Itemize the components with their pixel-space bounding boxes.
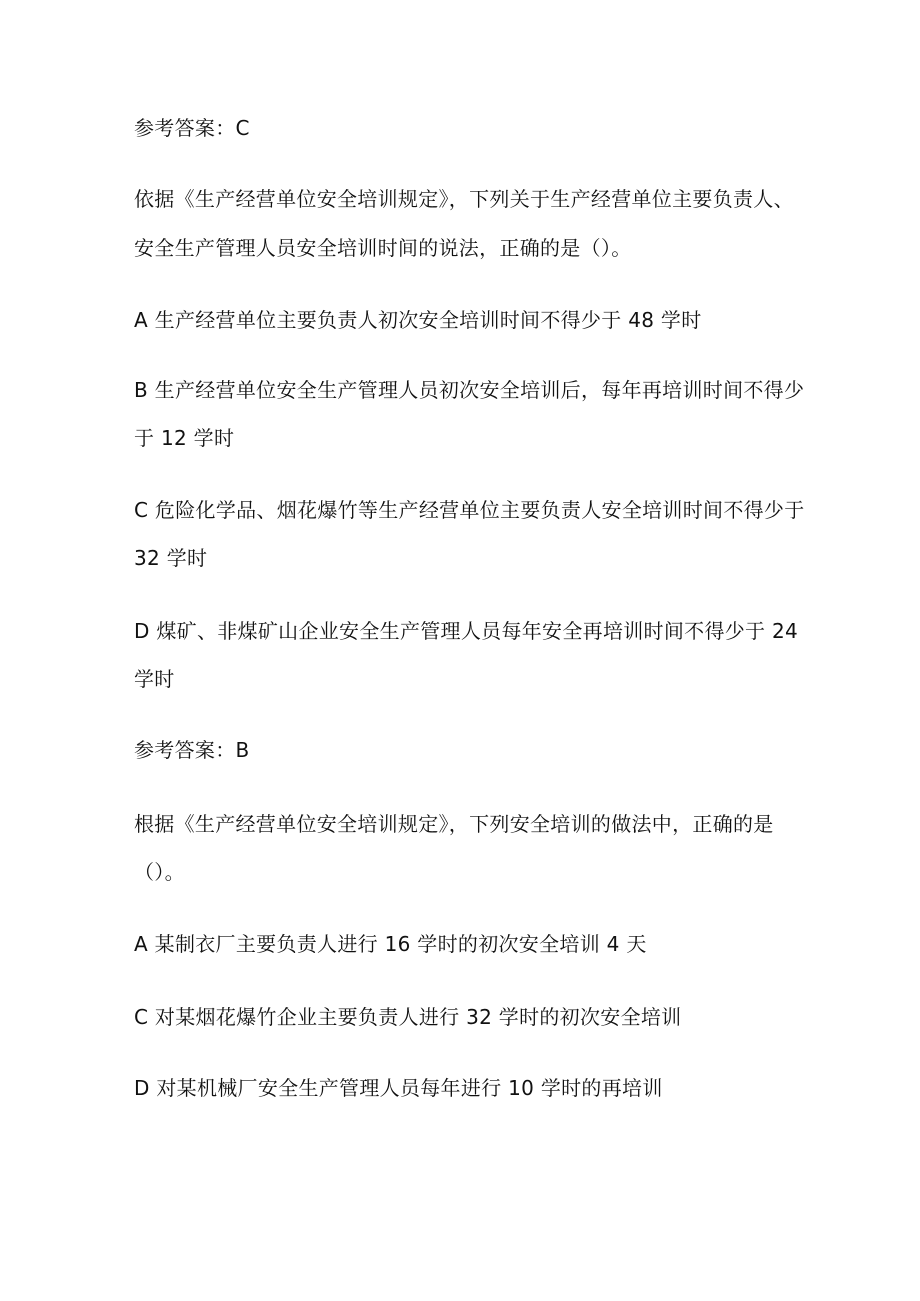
q3-stem-line-2: （）。 [134,860,185,884]
q2-stem-line-1: 依据《生产经营单位安全培训规定》，下列关于生产经营单位主要负责人、 [134,187,794,211]
q3-stem-line-1: 根据《生产经营单位安全培训规定》，下列安全培训的做法中，正确的是 [134,812,774,836]
q2-option-d-line-1: D 煤矿、非煤矿山企业安全生产管理人员每年安全再培训时间不得少于 24 [134,619,799,643]
q2-answer: 参考答案：B [134,738,250,762]
q2-option-d-line-2: 学时 [134,667,175,691]
q1-answer: 参考答案：C [134,116,250,140]
q2-option-a: A 生产经营单位主要负责人初次安全培训时间不得少于 48 学时 [134,308,702,332]
q2-option-c-line-2: 32 学时 [134,546,208,570]
q3-option-c: C 对某烟花爆竹企业主要负责人进行 32 学时的初次安全培训 [134,1005,682,1029]
q2-option-b-line-2: 于 12 学时 [134,426,235,450]
q3-option-d: D 对某机械厂安全生产管理人员每年进行 10 学时的再培训 [134,1076,663,1100]
q2-option-b-line-1: B 生产经营单位安全生产管理人员初次安全培训后，每年再培训时间不得少 [134,378,805,402]
q2-option-c-line-1: C 危险化学品、烟花爆竹等生产经营单位主要负责人安全培训时间不得少于 [134,498,805,522]
q3-option-a: A 某制衣厂主要负责人进行 16 学时的初次安全培训 4 天 [134,932,647,956]
q2-stem-line-2: 安全生产管理人员安全培训时间的说法，正确的是（）。 [134,236,632,260]
